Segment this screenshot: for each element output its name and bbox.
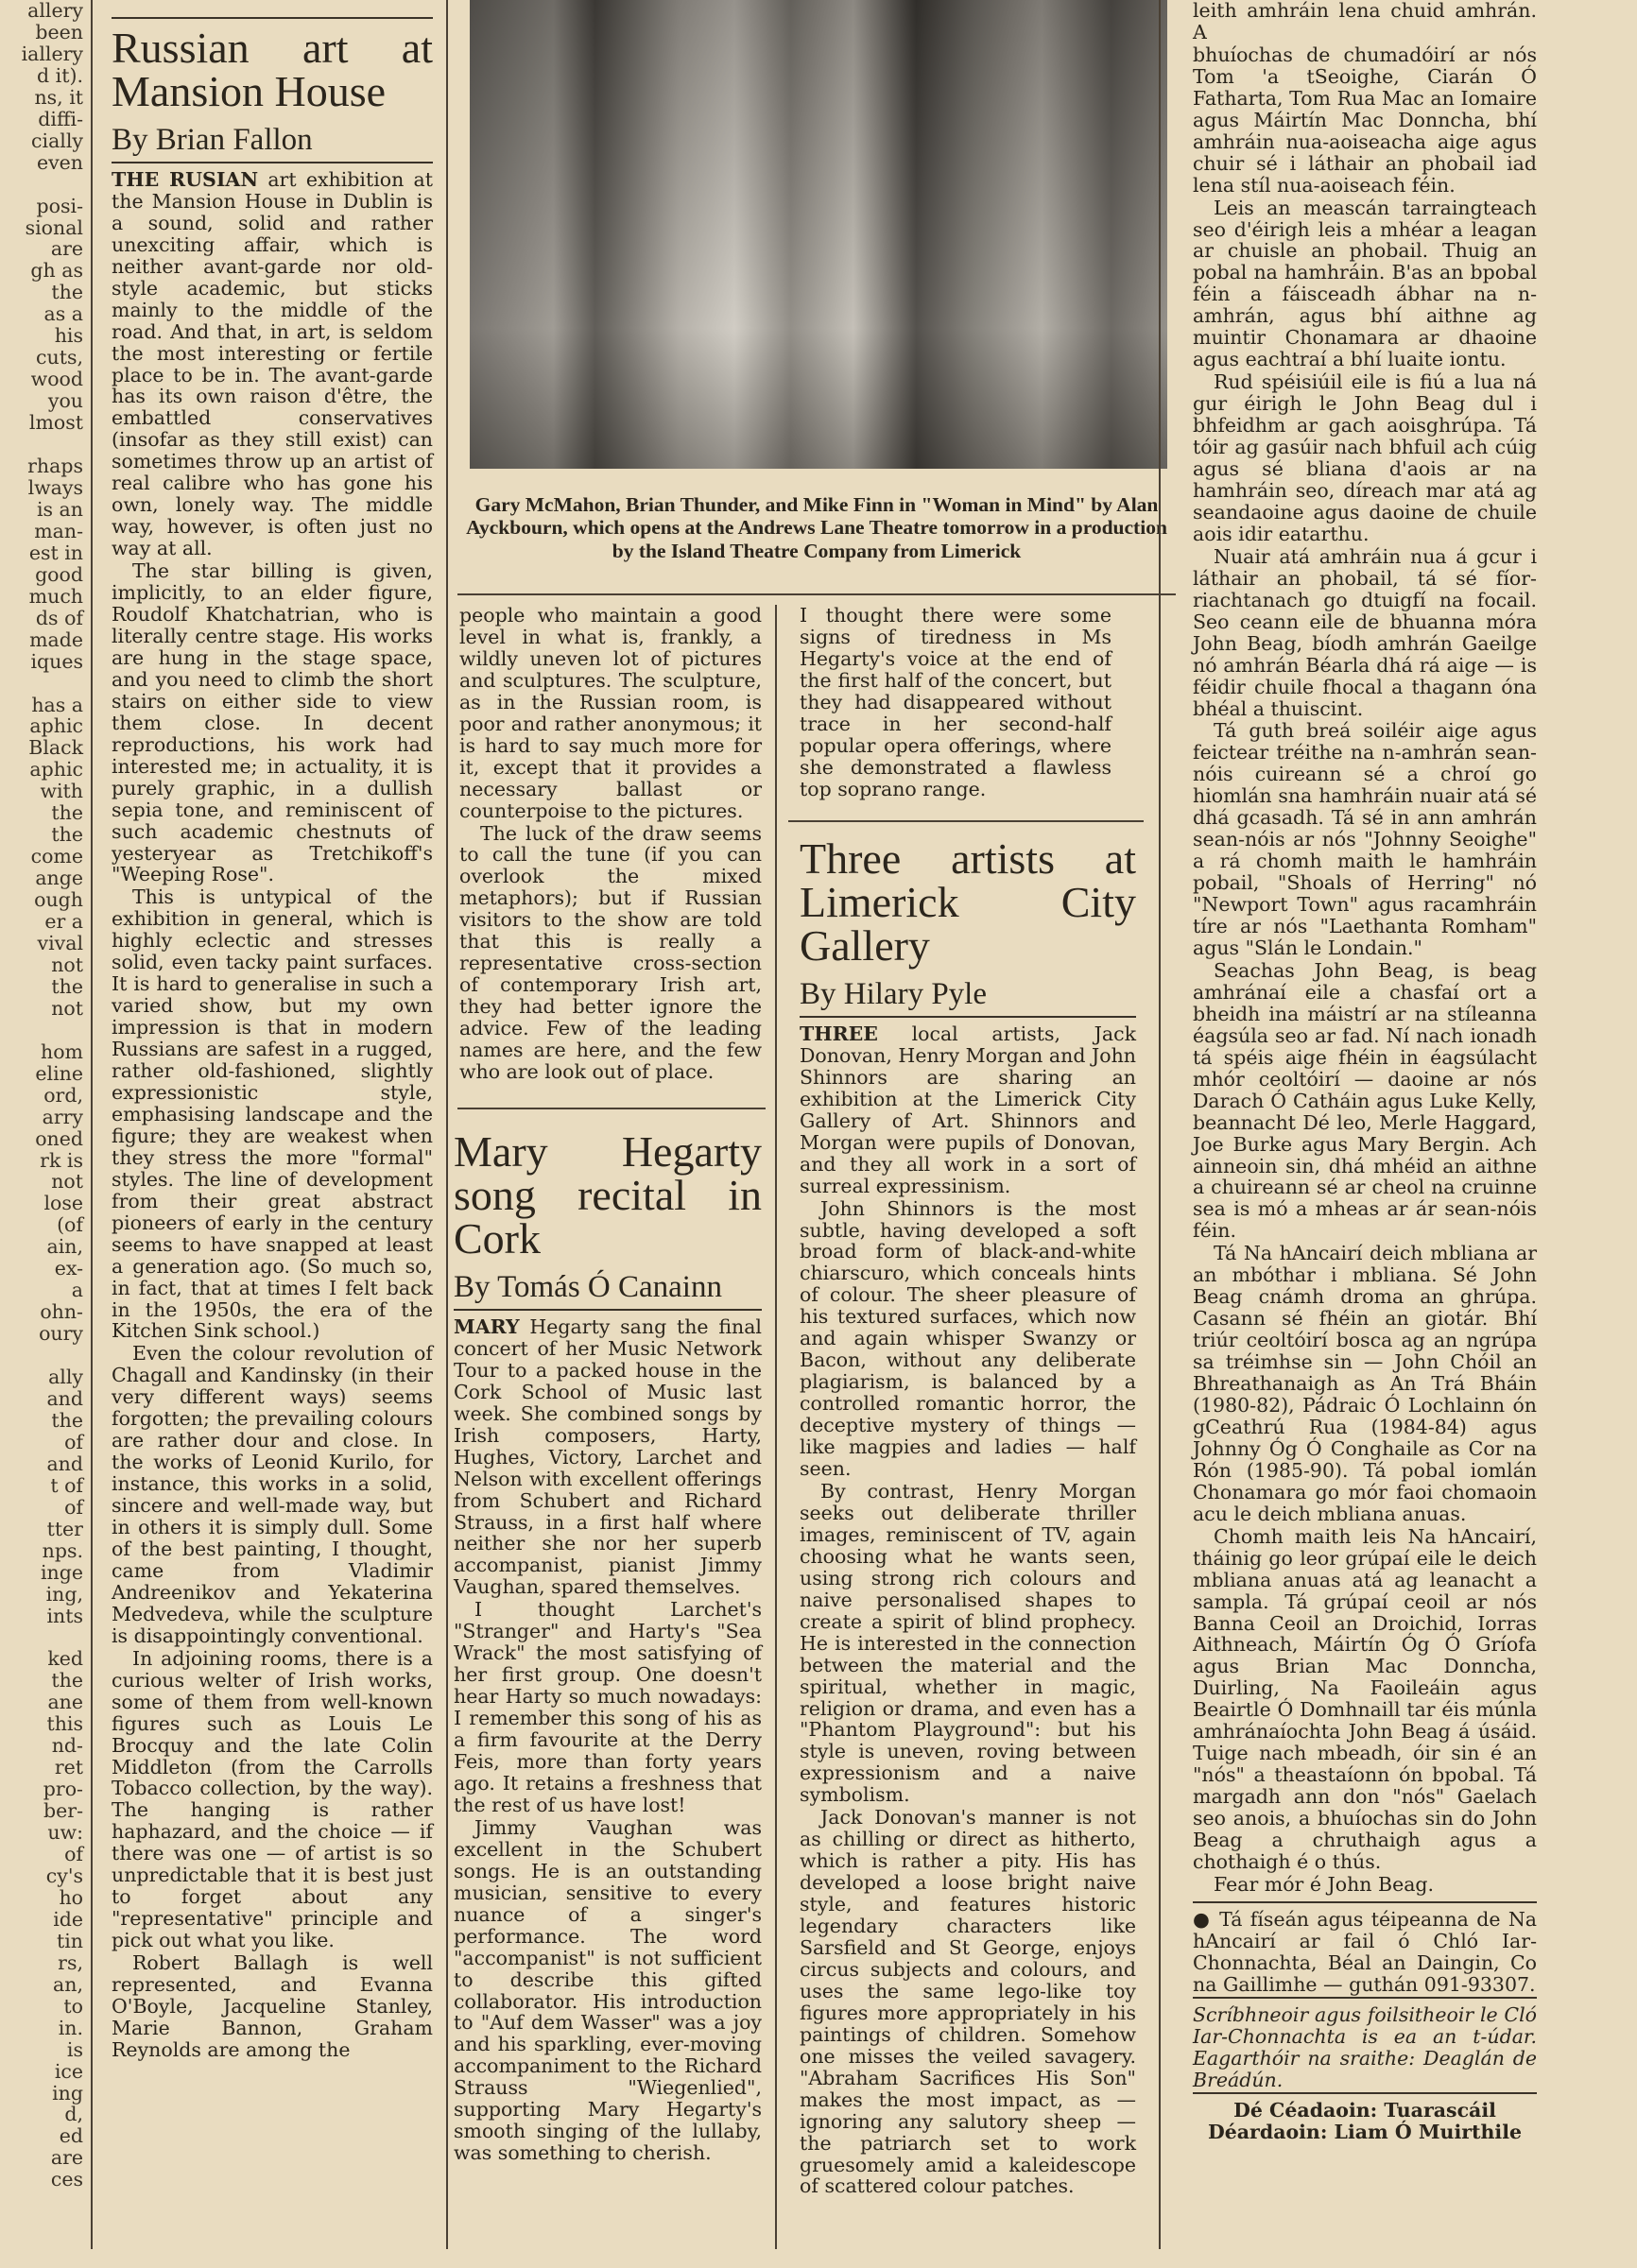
left-strip-column (0, 0, 83, 2191)
left-strip-fragment: ber- (43, 1799, 83, 1823)
left-strip-fragment: much (28, 584, 83, 608)
left-strip-fragment: d, (64, 2103, 83, 2126)
left-strip-fragment: even (36, 150, 83, 174)
left-strip-fragment: as a (43, 302, 83, 326)
left-strip-fragment: this (46, 1712, 83, 1736)
left-strip-fragment: the (51, 1669, 83, 1692)
theatre-photo (470, 0, 1167, 469)
left-strip-fragment: nps. (42, 1538, 83, 1562)
left-strip-fragment (0, 434, 83, 455)
continuation-paragraph: people who maintain a good level in what is, frankly, a wildly uneven lot of pictures and sculptures. The sculpture, as in the Russian room, is poor and rather anonymous; it is hard to say much more for it, except that it provides a necessary ballast or counterpoise to the pictures. (459, 604, 762, 822)
left-strip-fragment: lways (27, 475, 83, 499)
left-strip-fragment: the (51, 823, 83, 847)
left-strip-fragment: not (51, 953, 83, 976)
left-strip-fragment: tin (57, 1929, 83, 1952)
note-rule (1193, 1901, 1537, 1903)
left-strip-fragment: oned (35, 1126, 83, 1150)
next-thursday: Déardaoin: Liam Ó Muirthile (1207, 2120, 1523, 2143)
left-strip-fragment: aphic (29, 714, 83, 738)
left-strip-fragment: ked (47, 1647, 83, 1671)
left-strip-fragment: ces (50, 2168, 83, 2191)
article-russian-art (112, 17, 433, 2062)
left-strip-fragment: rhaps (27, 455, 83, 478)
left-strip-fragment: of (64, 1430, 83, 1453)
left-strip-fragment: ns, it (34, 85, 83, 109)
byline-rule (454, 1309, 762, 1311)
left-strip-fragment: ds of (35, 606, 83, 629)
left-strip-fragment: cy's (45, 1864, 83, 1887)
left-strip-fragment: the (51, 801, 83, 825)
footer-rule (1193, 1997, 1537, 1999)
left-strip-fragment: posi- (36, 194, 83, 217)
left-strip-fragment: ord, (43, 1083, 83, 1107)
left-strip-fragment: er a (44, 910, 83, 934)
left-strip-fragment: the (51, 281, 83, 304)
left-strip-fragment: vival (37, 931, 83, 954)
left-strip-fragment: of (64, 1843, 83, 1866)
article3-paragraph: John Shinnors is the most subtle, having developed a soft broad form of black-and-white chiarscuro, which conceals hints of colour. The sheer pleasure of his textured surfaces, which now and again whisper Swanzy or Bacon, without any deliberate plagiarism, is balanced by a controlled romantic horror, the deceptive mystery of things — like magpies and ladies — half seen. (800, 1196, 1136, 1481)
left-strip-fragment: gh as (30, 259, 83, 283)
left-strip-fragment: come (30, 845, 83, 868)
left-strip-fragment: wood (30, 368, 83, 391)
next-wednesday: Dé Céadaoin: Tuarascáil (1233, 2098, 1496, 2122)
top-rule (112, 17, 433, 19)
left-strip-fragment (0, 1626, 83, 1648)
article3-paragraph (800, 1023, 1136, 1197)
continuation-paragraph: The luck of the draw seems to call the tune (if you can overlook the mixed metaphors); but if Russian visitors to the show are told that this is really a representative cross-section of contemporary Irish art, they had better ignore the advice. Few of the leading names are here, and the few who are look out of place. (459, 821, 762, 1084)
article-russian-art-continued (459, 605, 762, 1084)
left-strip-fragment: you (47, 389, 83, 413)
left-strip-fragment: allery (27, 0, 83, 22)
left-strip-fragment (0, 174, 83, 196)
article4-paragraph: Tá Na hAncairí deich mbliana ar an mbóthar i mbliana. Sé John Beag cnámh droma an ghrúpa. Casann sé fhéin an giotár. Bhí triúr ceoltóirí bosca ag an ngrúpa sa tréimhse sin — John Chóil an Bhreathanaigh as An Trá Bháin (1980-82), Pádraic Ó Lochlainn ón gCeathrú Rua (1984-84) agus Johnny Óg Ó Conghaile as Cor na Rón (1985-90). Tá pobal iomlán Chonamara go mór faoi chomaoin acu le deich mbliana anuas. (1193, 1242, 1537, 1525)
left-strip-fragment: tter (46, 1517, 83, 1540)
left-strip-fragment: are (50, 2146, 83, 2170)
left-strip-fragment: cuts, (36, 346, 83, 369)
left-strip-fragment: ough (34, 888, 83, 912)
article3-paragraph: By contrast, Henry Morgan seeks out deliberate thriller images, reminiscent of TV, again choosing what he wants seen, using strong rich colours and naive personalised shapes to create a spirit of blind prophecy. He is interested in the connection between the material and the spiritual, whether in magic, religion or drama, and even has a "Phantom Playground": but his style is uneven, roving between expressionism and a naive symbolism. (800, 1479, 1136, 1807)
left-strip-fragment: are (50, 237, 83, 261)
left-strip-fragment: and (46, 1387, 83, 1410)
left-strip-fragment: an, (53, 1972, 83, 1996)
left-strip-fragment: man- (34, 519, 83, 542)
left-strip-fragment: in. (58, 2016, 83, 2039)
left-strip-fragment: ain, (46, 1235, 83, 1259)
left-strip-fragment: a (71, 1279, 83, 1302)
left-strip-fragment: pro- (43, 1778, 83, 1801)
caption-rule (457, 593, 1176, 595)
left-strip-fragment: lmost (28, 411, 83, 435)
left-strip-fragment: ally (48, 1366, 83, 1389)
left-strip-fragment: cially (31, 129, 83, 152)
article1-paragraph (112, 169, 433, 559)
left-strip-fragment: his (54, 324, 83, 348)
article-mary-hegarty (454, 1127, 762, 2165)
left-strip-fragment: d it). (37, 63, 83, 87)
article4-paragraph: Rud spéisiúil eile is fiú a lua ná gur éirigh le John Beag dul i bhfeidhm ar gach aoisghrúpa. Tá tóir ag gasúir nach bhfuil ach cúig agus sé bliana d'aois ar na hamhráin seo, díreach mar atá ag seandaoine agus daoine de chuile aois idir eatarthu. (1193, 370, 1537, 545)
bullet-icon: ● (1193, 1907, 1220, 1931)
left-strip-fragment: of (64, 1495, 83, 1519)
left-strip-fragment: est in (28, 541, 83, 564)
left-strip-fragment: is an (36, 497, 83, 521)
column-divider (775, 605, 777, 2249)
article-mary-hegarty-continued (800, 605, 1111, 801)
left-strip-fragment: been (35, 20, 83, 43)
left-strip-fragment: ing (52, 2081, 83, 2105)
byline-rule (800, 1016, 1136, 1018)
paragraph-text: local artists, Jack Donovan, Henry Morgan and John Shinnors are sharing an exhibition at the Limerick City Gallery of Art. Shinnors and Morgan were pupils of Donovan, and they all work in a sort of surreal expressinism. (800, 1022, 1136, 1197)
left-strip-fragment: made (29, 627, 83, 651)
left-strip-fragment: (of (57, 1213, 83, 1237)
left-strip-fragment: ice (54, 2059, 83, 2083)
byline-rule (112, 162, 433, 163)
lead-caps: THREE (800, 1022, 878, 1045)
photo-caption: Gary McMahon, Brian Thunder, and Mike Finn in "Woman in Mind" by Alan Ayckbourn, which opens at the Andrews Lane Theatre tomorrow in a production by the Island Theatre Company from Limerick (466, 493, 1167, 562)
left-strip-fragment: aphic (29, 758, 83, 782)
left-strip-fragment: not (51, 996, 83, 1020)
article4-paragraph: Nuair atá amhráin nua á gcur i láthair an phobail, tá sé fíor-riachtanach go dtuigfí na focail. Seo ceann eile de bhuanna móra John Beag, bíodh amhrán Gaeilge nó amhrán Béarla dhá rá aige — is féidir chuile fhocal a thagann óna bhéal a thuiscint. (1193, 544, 1537, 720)
article4-paragraph: bhuíochas de chumadóirí ar nós Tom 'a tSeoighe, Ciarán Ó Fatharta, Tom Rua Mac an Iomaire agus Máirtín Mac Donncha, bhí amhráin nua-aoiseacha aige agus chuir sé i láthair an phobail iad lena stíl nua-aoiseach féin. (1193, 43, 1537, 197)
footer-rule (1193, 2092, 1537, 2094)
article4-fragment: leith amhráin lena chuid amhrán. A (1193, 0, 1537, 43)
article4-paragraph: Fear mór é John Beag. (1214, 1872, 1435, 1896)
article-limerick-gallery (800, 834, 1136, 2198)
article2-paragraph (454, 1316, 762, 1598)
lead-caps: THE RUSIAN (112, 167, 259, 191)
article4-note (1193, 1909, 1537, 1996)
left-strip-fragment: ohn- (40, 1300, 83, 1324)
article3-paragraph: Jack Donovan's manner is not as chilling or direct as hitherto, which is rather a pity. His has developed a loose bright naive style, and features historic legendary characters like Sarsfield and St George, enjoys circus subjects and colours, and uses the same lego-like toy figures more appropriately in his paintings of children. Somehow one misses the veiled savagery. "Abraham Sacrifices His Son" makes the most impact, as — ignoring any salutory sheep — the patriarch set to work gruesomely amid a kaleidescope of scattered colour patches. (800, 1806, 1136, 2198)
article1-paragraph: In adjoining rooms, there is a curious welter of Irish works, some of them from well-known figures such as Louis Le Brocquy and the late Colin Middleton (from the Carrolls Tobacco collection, by the way). The hanging is rather haphazard, and the choice — if there was one — of artist is so unpredictable that it is best just to forget about any "representative" principle and pick out what you like. (112, 1646, 433, 1952)
article-separator (457, 1108, 766, 1109)
headline-russian-art: Russian art at Mansion House (112, 24, 433, 115)
note-text: Tá físeán agus téipeanna de Na hAncairí ar fail ó Chló Iar-Chonnachta, Béal an Daingin, Co na Gaillimhe — guthán 091-93307. (1193, 1907, 1537, 1996)
lead-caps: MARY (454, 1314, 520, 1338)
article4-paragraph: Chomh maith leis Na hAncairí, tháinig go leor grúpaí eile le deich mbliana anuas atá ag leanacht a sampla. Tá grúpaí ceoil ar nós Banna Ceoil an Droichid, Iorras Aithneach, Máirtín Óg Ó Gríofa agus Brian Mac Donncha, Duirling, Na Faoileáin agus Beairtle Ó Domhnaill tar éis múnla amhránaíochta John Beag á úsáid. Tuige nach mbeadh, óir sin é an "nós" a theastaíonn ón bpobal. Tá margadh ann don "nós" Gaelach seo anois, a bhuíochas sin do John Beag a chruthaigh agus a chothaigh é o thús. (1193, 1524, 1537, 1874)
left-strip-fragment (0, 673, 83, 695)
left-strip-fragment: the (51, 1408, 83, 1432)
article-irish-john-beag (1193, 0, 1537, 2142)
left-strip-fragment: the (51, 974, 83, 998)
article4-paragraph: Tá guth breá soiléir aige agus feictear tréithe na n-amhrán sean-nóis cuireann sé a chroí go hiomlán sna hamhráin nuair atá sé dhá gcasadh. Tá sé in ann amhrán sean-nóis ar nós "Johnny Seoighe" a rá chomh maith le hamhráin pobail, "Shoals of Herring" nó "Newport Town" agus racamhráin tíre ar nós "Laethanta Romham" agus "Slán le Londain." (1193, 719, 1537, 959)
left-strip-fragment (0, 1345, 83, 1366)
left-strip-fragment: and (46, 1452, 83, 1475)
article1-paragraph: This is untypical of the exhibition in general, which is highly eclectic and stresses solid, even tacky paint surfaces. It is hard to generalise in such a varied show, but my own impression is that in modern Russians are safest in a rugged, rather old-fashioned, slightly expressionistic style, emphasising landscape and the figure; they are weakest when they stress the more "formal" styles. The line of development from their great abstract pioneers of early in the century seems to have snapped at least a generation ago. (So much so, in fact, that at times I felt back in the 1950s, the era of the Kitchen Sink school.) (112, 885, 433, 1343)
column-divider (1159, 0, 1161, 2249)
article2-paragraph: Jimmy Vaughan was excellent in the Schubert songs. He is an outstanding musician, sensitive to every nuance of a singer's performance. The word "accompanist" is not sufficient to describe this gifted collaborator. His introduction to "Auf dem Wasser" was a joy and his sparkling, ever-moving accompaniment to the Richard Strauss "Wiegenlied", supporting Mary Hegarty's smooth singing of the lullaby, was something to cherish. (454, 1815, 762, 2165)
left-strip-fragment (0, 1020, 83, 1041)
article1-paragraph: The star billing is given, implicitly, to an elder figure, Roudolf Khatchatrian, who is literally centre stage. His works are hung in the stage space, and you need to climb the short stairs on either side to view them close. In decent reproductions, his work had interested me; in actuality, it is purely graphic, in a dullish sepia tone, and reminiscent of such academic chestnuts of yesteryear as Tretchikoff's "Weeping Rose". (112, 559, 433, 886)
article1-paragraph: Robert Ballagh is well represented, and Evanna O'Boyle, Jacqueline Stanley, Marie Bannon, Graham Reynolds are among the (112, 1951, 433, 2061)
left-strip-fragment: iallery (21, 42, 83, 65)
article2-paragraph: I thought Larchet's "Stranger" and Harty's "Sea Wrack" the most satisfying of her first group. One doesn't hear Harty so much nowadays: I remember this song of his as a firm favourite at the Derry Feis, more than forty years ago. It retains a freshness that the rest of us have lost! (454, 1598, 762, 1816)
column-divider (91, 0, 93, 2249)
left-strip-fragment: not (51, 1170, 83, 1194)
left-strip-fragment: arry (42, 1105, 83, 1128)
left-strip-fragment: eline (35, 1061, 83, 1085)
byline-brian-fallon: By Brian Fallon (112, 123, 313, 157)
left-strip-fragment: inge (40, 1560, 83, 1584)
left-strip-fragment: rs, (58, 1950, 83, 1974)
left-strip-fragment: rk is (40, 1148, 83, 1172)
left-strip-fragment: diffi- (38, 107, 83, 130)
left-strip-fragment: lose (43, 1192, 83, 1215)
left-strip-fragment: Black (28, 736, 83, 760)
left-strip-fragment: to (63, 1994, 83, 2018)
left-strip-fragment: has a (31, 693, 83, 716)
left-strip-fragment: hom (41, 1040, 83, 1063)
left-strip-fragment: is (66, 2037, 83, 2061)
left-strip-fragment: uw: (47, 1821, 83, 1845)
left-strip-fragment: oury (39, 1322, 83, 1346)
left-strip-fragment: t of (50, 1473, 83, 1497)
left-strip-fragment: ange (35, 867, 83, 890)
left-strip-fragment: good (35, 562, 83, 586)
left-strip-fragment: ane (47, 1691, 83, 1714)
left-strip-fragment: ints (46, 1604, 83, 1627)
column-divider (446, 0, 448, 2249)
author-note: Scríbhneoir agus foilsitheoir le Cló Iar-Chonnachta is ea an t-údar. Eagarthóir na sraithe: Deaglán de Breádún. (1193, 2002, 1537, 2091)
left-strip-fragment: ide (53, 1907, 83, 1931)
byline-tomas-o-canainn: By Tomás Ó Canainn (454, 1270, 722, 1304)
byline-hilary-pyle: By Hilary Pyle (800, 977, 987, 1011)
article1-paragraph: Even the colour revolution of Chagall and Kandinsky (in their very different ways) seems forgotten; the prevailing colours are rather dour and close. In the works of Leonid Kurilo, for instance, this works in a solid, sincere and well-made way, but in others it is simply dull. Some of the best painting, I thought, came from Vladimir Andreenikov and Yekaterina Medvedeva, while the sculpture is disappointingly conventional. (112, 1342, 433, 1647)
paragraph-text: art exhibition at the Mansion House in Dublin is a sound, solid and rather unexciting affair, which is neither avant-garde nor old-style academic, but sticks mainly to the middle of the road. And that, in art, is seldom the most interesting or fertile place to be in. The avant-garde has its own raison d'être, the embattled conservatives (insofar as they still exist) can sometimes throw up an artist of real calibre who has gone his own, lonely way. The middle way, however, is often just no way at all. (112, 167, 433, 560)
left-strip-fragment: ho (59, 1885, 83, 1909)
headline-limerick-gallery: Three artists at Limerick City Gallery (800, 834, 1136, 970)
left-strip-fragment: with (40, 780, 83, 803)
left-strip-fragment: ex- (54, 1257, 83, 1280)
left-strip-fragment: ret (54, 1756, 83, 1779)
article4-paragraph: Leis an meascán tarraingteach seo d'éirigh leis a mhéar a leagan ar chuisle an phobail. Thuig an pobal na hamhráin. B'as an bpobal féin a fáisceadh ábhar na n-amhrán, agus bhí aithne ag muintir Chonamara ar dhaoine agus eachtraí a bhí luaite iontu. (1193, 196, 1537, 371)
article4-paragraph: Seachas John Beag, is beag amhránaí eile a chasfaí ort a bheidh ina máistrí ar na stíleanna éagsúla seo ar fad. Ní nach ionadh tá spéis aige fhéin in éagsúlacht mhór ceoltóirí — daoine ar nós Darach Ó Catháin agus Luke Kelly, beannacht Dé leo, Merle Haggard, Joe Burke agus Mary Bergin. Ach ainneoin sin, dhá mhéid an aithne a chuireann sé ar cheol na cruinne sea is mó a mheas ar ár sean-nóis féin. (1193, 958, 1537, 1243)
left-strip-fragment: iques (30, 649, 83, 673)
paragraph-text: Hegarty sang the final concert of her Music Network Tour to a packed house in the Cork School of Music last week. She combined songs by Irish composers, Harty, Hughes, Victory, Larchet and Nelson with excellent offerings from Schubert and Richard Strauss, in a first half where neither she nor her superb accompanist, pianist Jimmy Vaughan, spared themselves. (454, 1314, 762, 1599)
headline-mary-hegarty: Mary Hegarty song recital in Cork (454, 1127, 762, 1263)
left-strip-fragment: ed (59, 2124, 83, 2148)
continuation-paragraph: I thought there were some signs of tiredness in Ms Hegarty's voice at the end of the first half of the concert, but they had disappeared without trace in her second-half popular opera offerings, where she demonstrated a flawless top soprano range. (800, 604, 1111, 800)
article-separator (788, 820, 1144, 822)
left-strip-fragment: ing, (45, 1582, 83, 1606)
left-strip-fragment: sional (25, 215, 83, 239)
left-strip-fragment: nd- (51, 1734, 83, 1758)
